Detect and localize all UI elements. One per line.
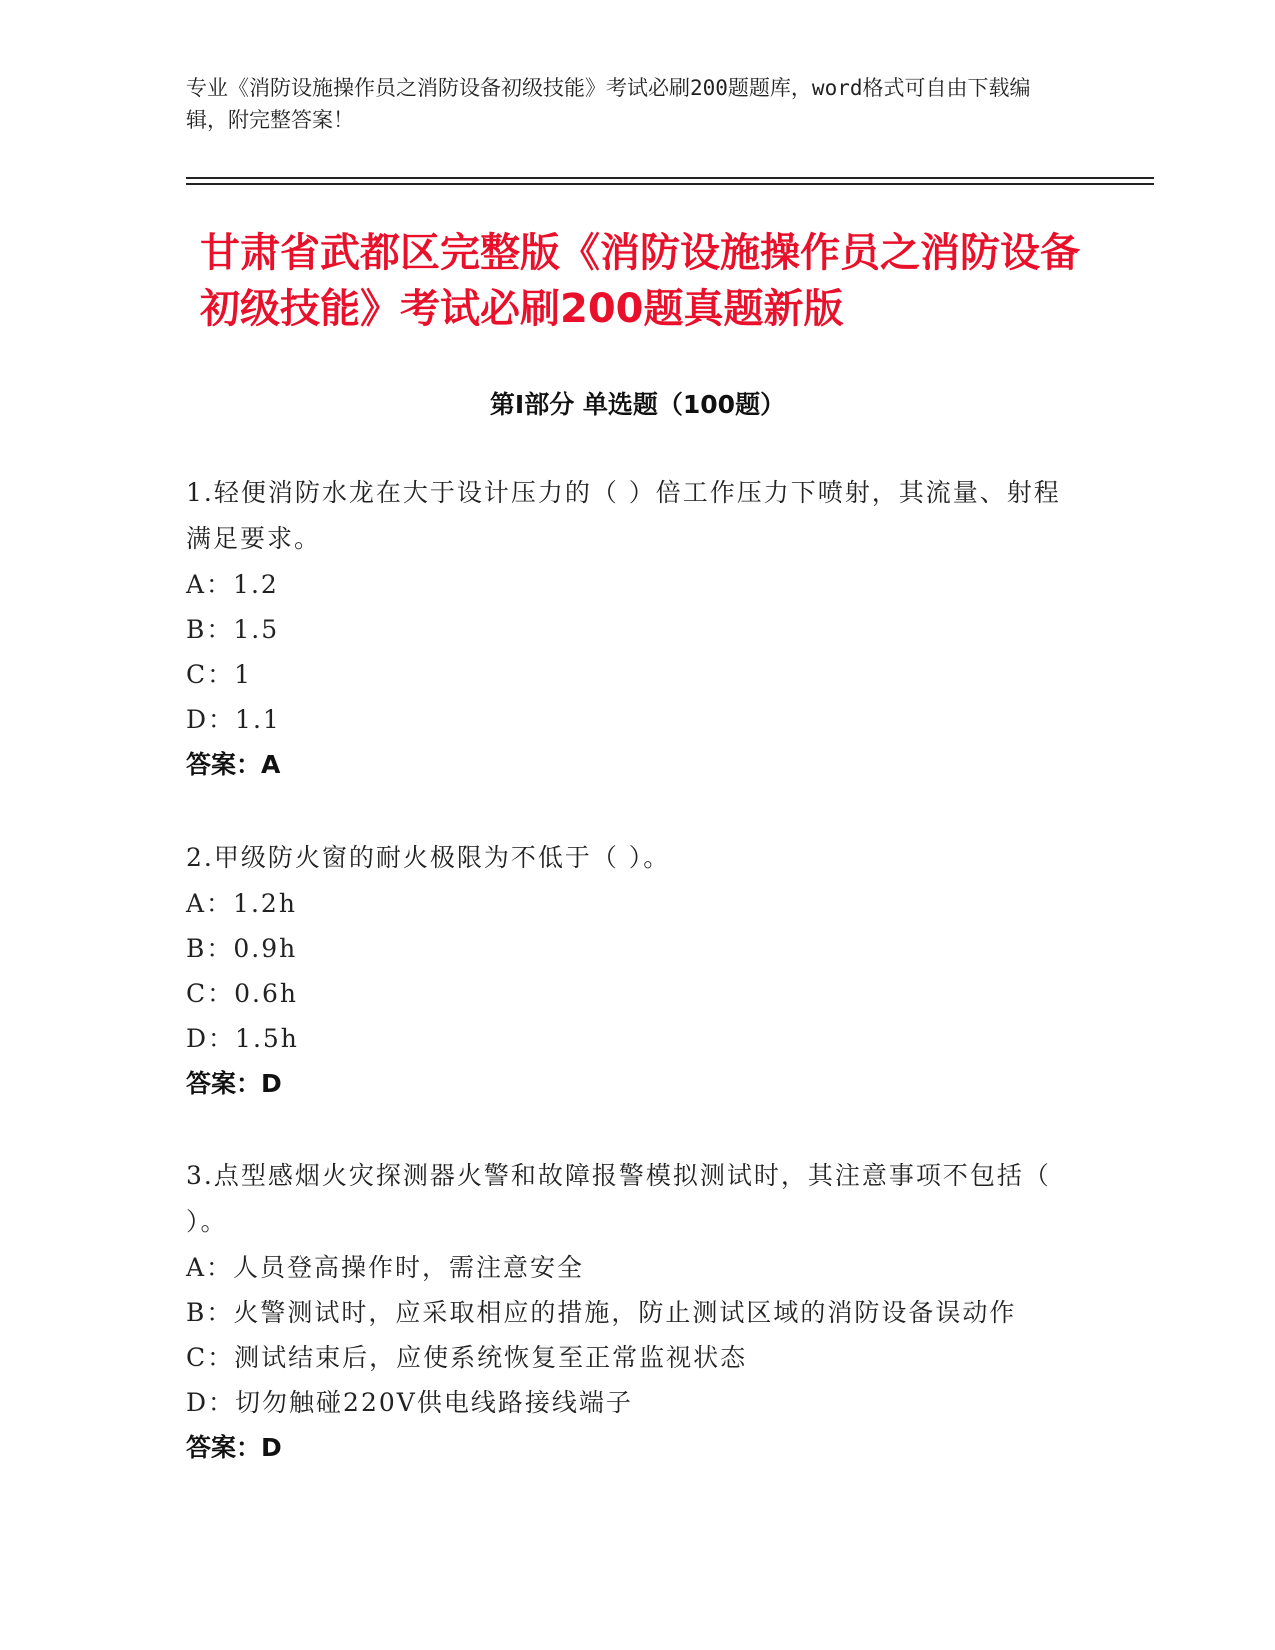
option-c: C：1 xyxy=(186,660,253,689)
header-note: 专业《消防设施操作员之消防设备初级技能》考试必刷200题题库，word格式可自由下载编辑，附完整答案！ xyxy=(186,76,1031,132)
answer: 答案：D xyxy=(186,1069,282,1098)
option-d: D：切勿触碰220V供电线路接线端子 xyxy=(186,1388,633,1417)
answer: 答案：D xyxy=(186,1433,282,1462)
option-a: A：1.2h xyxy=(186,889,297,918)
header-divider-bottom xyxy=(186,183,1154,185)
answer: 答案：A xyxy=(186,750,281,779)
option-c: C：测试结束后，应使系统恢复至正常监视状态 xyxy=(186,1343,748,1372)
option-c: C：0.6h xyxy=(186,979,298,1008)
question-1 xyxy=(186,470,1076,788)
question-2 xyxy=(186,835,1076,1107)
option-d: D：1.5h xyxy=(186,1024,299,1053)
option-d: D：1.1 xyxy=(186,705,281,734)
question-stem: 3.点型感烟火灾探测器火警和故障报警模拟测试时，其注意事项不包括（ ）。 xyxy=(186,1161,1051,1236)
header-divider-top xyxy=(186,177,1154,179)
document-title: 甘肃省武都区完整版《消防设施操作员之消防设备初级技能》考试必刷200题真题新版 xyxy=(200,230,1080,332)
question-stem: 1.轻便消防水龙在大于设计压力的（ ）倍工作压力下喷射，其流量、射程满足要求。 xyxy=(186,478,1061,553)
option-b: B：0.9h xyxy=(186,934,298,963)
option-b: B：1.5 xyxy=(186,615,280,644)
option-a: A：1.2 xyxy=(186,570,279,599)
option-b: B：火警测试时，应采取相应的措施，防止测试区域的消防设备误动作 xyxy=(186,1298,1017,1327)
question-3 xyxy=(186,1153,1076,1471)
section-heading: 第I部分 单选题（100题） xyxy=(489,390,786,419)
question-stem: 2.甲级防火窗的耐火极限为不低于（ ）。 xyxy=(186,843,671,872)
option-a: A：人员登高操作时，需注意安全 xyxy=(186,1253,585,1282)
